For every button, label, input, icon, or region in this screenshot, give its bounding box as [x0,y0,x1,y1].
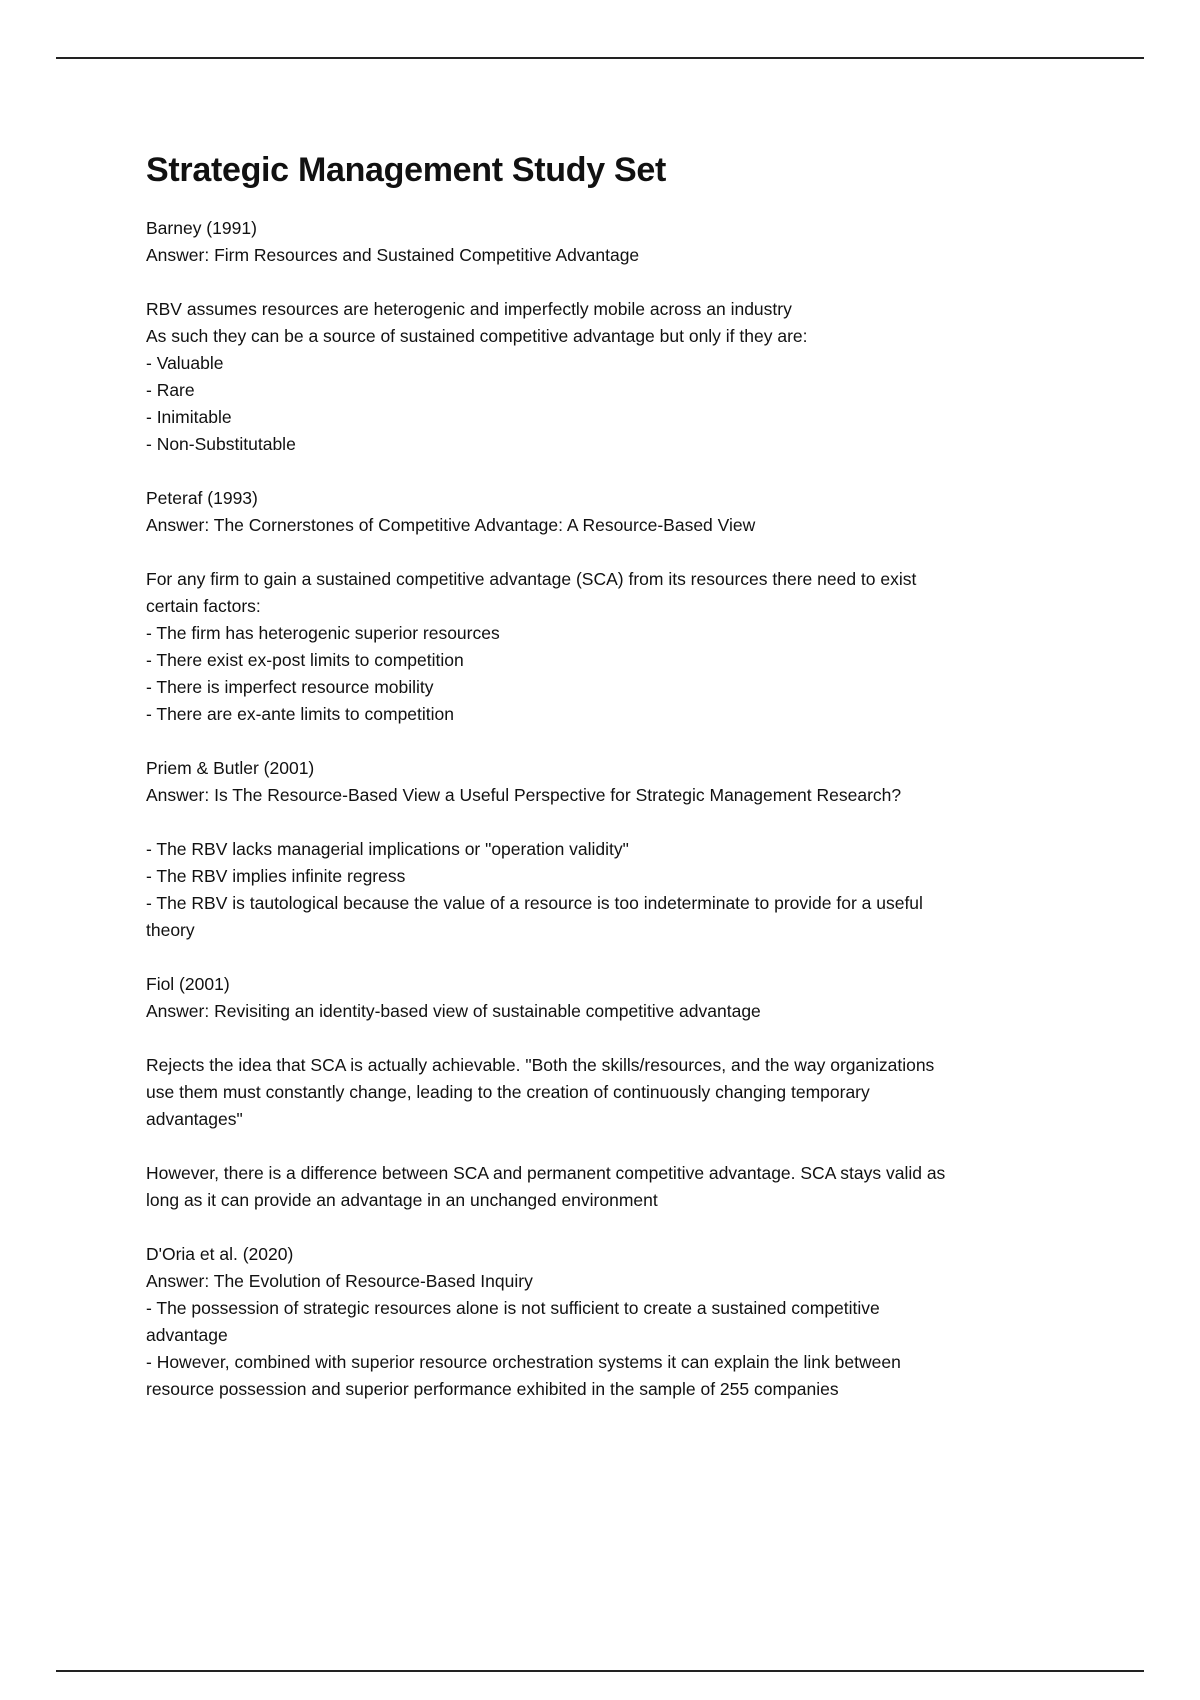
list-item: - There is imperfect resource mobility [146,677,434,697]
list-item: - Non-Substitutable [146,434,296,454]
top-rule [56,57,1144,59]
entry-paragraph: RBV assumes resources are heterogenic and imperfectly mobile across an industry [146,299,792,319]
entry-answer: Answer: The Cornerstones of Competitive Advantage: A Resource-Based View [146,515,756,535]
entry-paragraph: long as it can provide an advantage in an unchanged environment [146,1190,658,1210]
list-item: - The firm has heterogenic superior resources [146,623,500,643]
list-item: - However, combined with superior resource orchestration systems it can explain the link between [146,1352,901,1372]
list-item: - The RBV lacks managerial implications or "operation validity" [146,839,629,859]
entry-paragraph: However, there is a difference between SCA and permanent competitive advantage. SCA stays valid as [146,1163,946,1183]
entry-answer: Answer: Is The Resource-Based View a Useful Perspective for Strategic Management Research? [146,785,902,805]
entry-paragraph: use them must constantly change, leading to the creation of continuously changing temporary [146,1082,870,1102]
entry-term: Barney (1991) [146,218,257,238]
list-item: advantage [146,1325,228,1345]
entry-term: Priem & Butler (2001) [146,758,315,778]
list-item: - Rare [146,380,195,400]
list-item: - The possession of strategic resources alone is not sufficient to create a sustained competitive [146,1298,880,1318]
list-item: - There exist ex-post limits to competition [146,650,464,670]
list-item: - The RBV is tautological because the value of a resource is too indeterminate to provide for a useful [146,893,923,913]
entry-paragraph: Rejects the idea that SCA is actually achievable. "Both the skills/resources, and the way organizations [146,1055,935,1075]
entry-paragraph: For any firm to gain a sustained competitive advantage (SCA) from its resources there need to exist [146,569,917,589]
list-item: theory [146,920,195,940]
entry-paragraph: certain factors: [146,596,261,616]
list-item: - Valuable [146,353,224,373]
entry-paragraph: advantages" [146,1109,243,1129]
entry-answer: Answer: Revisiting an identity-based view of sustainable competitive advantage [146,1001,761,1021]
entry-answer: Answer: The Evolution of Resource-Based Inquiry [146,1271,533,1291]
document-body [146,150,1076,1403]
page-title: Strategic Management Study Set [146,151,667,189]
entry-term: Peteraf (1993) [146,488,258,508]
entry-term: D'Oria et al. (2020) [146,1244,294,1264]
list-item: resource possession and superior performance exhibited in the sample of 255 companies [146,1379,839,1399]
entry-answer: Answer: Firm Resources and Sustained Competitive Advantage [146,245,640,265]
list-item: - The RBV implies infinite regress [146,866,406,886]
list-item: - Inimitable [146,407,232,427]
entry-paragraph: As such they can be a source of sustained competitive advantage but only if they are: [146,326,808,346]
entry-term: Fiol (2001) [146,974,230,994]
bottom-rule [56,1670,1144,1672]
list-item: - There are ex-ante limits to competition [146,704,455,724]
